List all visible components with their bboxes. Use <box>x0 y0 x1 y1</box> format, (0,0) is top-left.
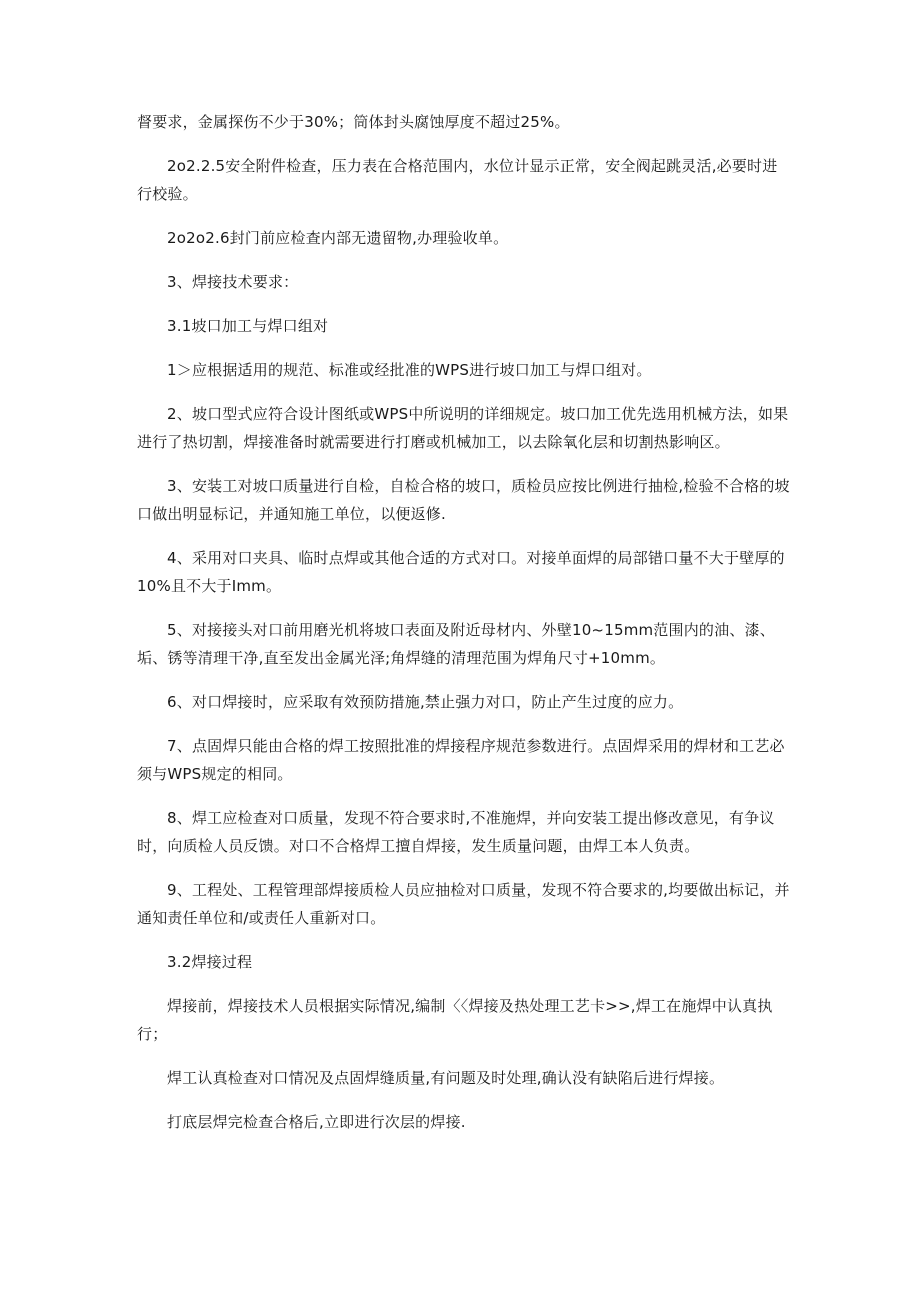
paragraph: 2o2o2.6封门前应检查内部无遗留物,办理验收单。 <box>167 229 509 247</box>
paragraph: 9、工程处、工程管理部焊接质检人员应抽检对口质量，发现不符合要求的,均要做出标记，并通知责任单位和/或责任人重新对口。 <box>137 881 790 927</box>
paragraph: 焊接前，焊接技术人员根据实际情况,编制〈〈焊接及热处理工艺卡>>,焊工在施焊中认真执行； <box>137 997 773 1043</box>
subsection-heading: 3.1坡口加工与焊口组对 <box>167 317 329 335</box>
paragraph: 打底层焊完检查合格后,立即进行次层的焊接. <box>167 1113 466 1131</box>
paragraph: 7、点固焊只能由合格的焊工按照批准的焊接程序规范参数进行。点固焊采用的焊材和工艺必须与WPS规定的相同。 <box>137 737 785 783</box>
paragraph: 焊工认真检查对口情况及点固焊缝质量,有问题及时处理,确认没有缺陷后进行焊接。 <box>167 1069 725 1087</box>
paragraph: 督要求，金属探伤不少于30%；筒体封头腐蚀厚度不超过25%。 <box>137 113 570 131</box>
paragraph: 2o2.2.5安全附件检查，压力表在合格范围内，水位计显示正常，安全阀起跳灵活,必要时进行校验。 <box>137 157 778 203</box>
paragraph: 8、焊工应检查对口质量，发现不符合要求时,不准施焊，并向安装工提出修改意见，有争议时，向质检人员反馈。对口不合格焊工擅自焊接，发生质量问题，由焊工本人负责。 <box>137 809 775 855</box>
paragraph: 4、采用对口夹具、临时点焊或其他合适的方式对口。对接单面焊的局部错口量不大于壁厚的10%且不大于Imm。 <box>137 549 785 595</box>
section-heading: 3、焊接技术要求： <box>167 273 299 291</box>
subsection-heading: 3.2焊接过程 <box>167 953 253 971</box>
paragraph: 6、对口焊接时，应采取有效预防措施,禁止强力对口，防止产生过度的应力。 <box>167 693 684 711</box>
paragraph: 1＞应根据适用的规范、标准或经批准的WPS进行坡口加工与焊口组对。 <box>167 361 652 379</box>
paragraph: 2、坡口型式应符合设计图纸或WPS中所说明的详细规定。坡口加工优先选用机械方法，如果进行了热切割，焊接准备时就需要进行打磨或机械加工，以去除氧化层和切割热影响区。 <box>137 405 789 451</box>
paragraph: 3、安装工对坡口质量进行自检，自检合格的坡口，质检员应按比例进行抽检,检验不合格的坡口做出明显标记，并通知施工单位，以便返修. <box>137 477 790 523</box>
paragraph: 5、对接接头对口前用磨光机将坡口表面及附近母材内、外壁10~15mm范围内的油、漆、垢、锈等清理干净,直至发出金属光泽;角焊缝的清理范围为焊角尺寸+10mm。 <box>137 621 775 667</box>
